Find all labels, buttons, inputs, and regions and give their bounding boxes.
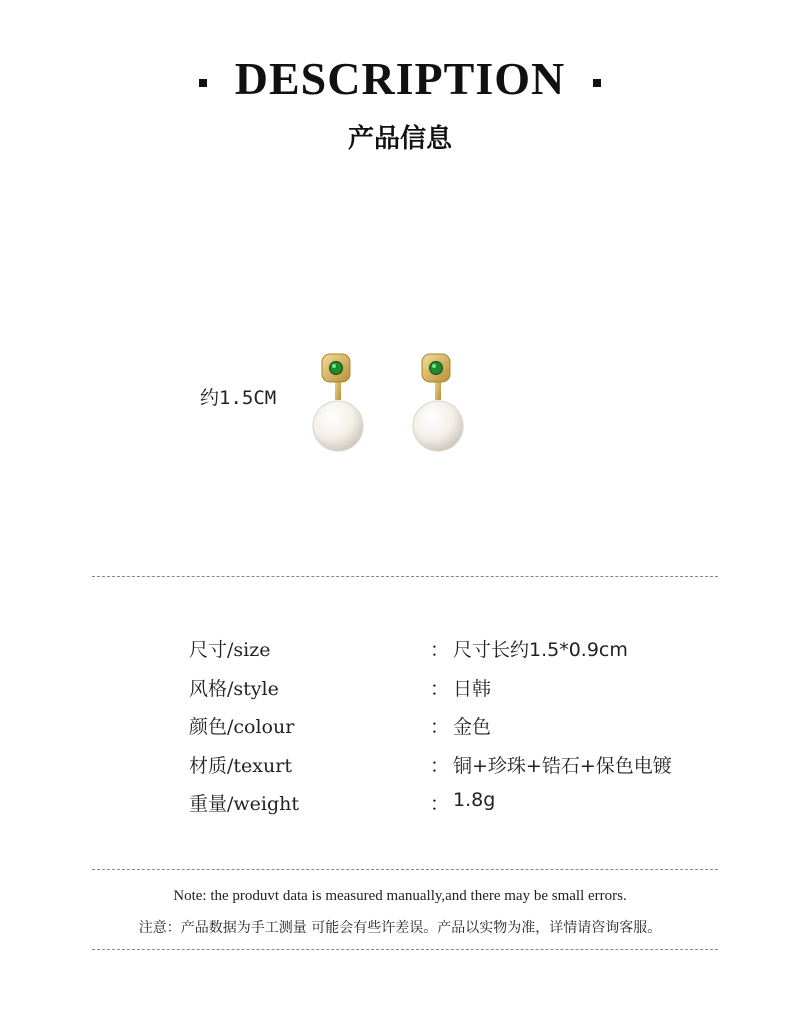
divider — [92, 949, 718, 950]
title-text: DESCRIPTION — [234, 53, 566, 104]
note-chinese: 注意：产品数据为手工测量 可能会有些许差误。产品以实物为准，详情请咨询客服。 — [138, 920, 662, 936]
size-label: 约1.5CM — [200, 387, 277, 409]
divider — [92, 576, 718, 577]
spec-key: 材质/texurt — [189, 755, 292, 777]
spec-key: 尺寸/size — [189, 639, 271, 661]
divider — [92, 869, 718, 870]
note-english: Note: the produvt data is measured manually,and there may be small errors. — [173, 888, 627, 904]
pearl-stud-earring-icon — [408, 350, 470, 456]
spec-colon: ： — [430, 755, 450, 777]
spec-value: 日韩 — [453, 678, 492, 700]
spec-row-material — [0, 751, 800, 781]
spec-value: 尺寸长约1.5*0.9cm — [453, 639, 628, 661]
spec-row-size — [0, 635, 800, 665]
page-title — [0, 52, 800, 105]
spec-colon: ： — [430, 639, 450, 661]
spec-row-weight — [0, 789, 800, 819]
spec-value: 1.8g — [453, 789, 496, 811]
spec-colon: ： — [430, 678, 450, 700]
spec-key: 颜色/colour — [189, 716, 295, 738]
spec-value: 铜+珍珠+锆石+保色电镀 — [453, 755, 672, 777]
spec-row-colour — [0, 712, 800, 742]
spec-key: 风格/style — [189, 678, 279, 700]
spec-colon: ： — [430, 793, 450, 815]
pearl-stud-earring-icon — [308, 350, 370, 456]
page-subtitle: 产品信息 — [347, 124, 452, 154]
bullet-dot-icon — [199, 79, 207, 87]
bullet-dot-icon — [593, 79, 601, 87]
spec-key: 重量/weight — [189, 793, 300, 815]
spec-value: 金色 — [453, 716, 492, 738]
spec-row-style — [0, 674, 800, 704]
spec-colon: ： — [430, 716, 450, 738]
